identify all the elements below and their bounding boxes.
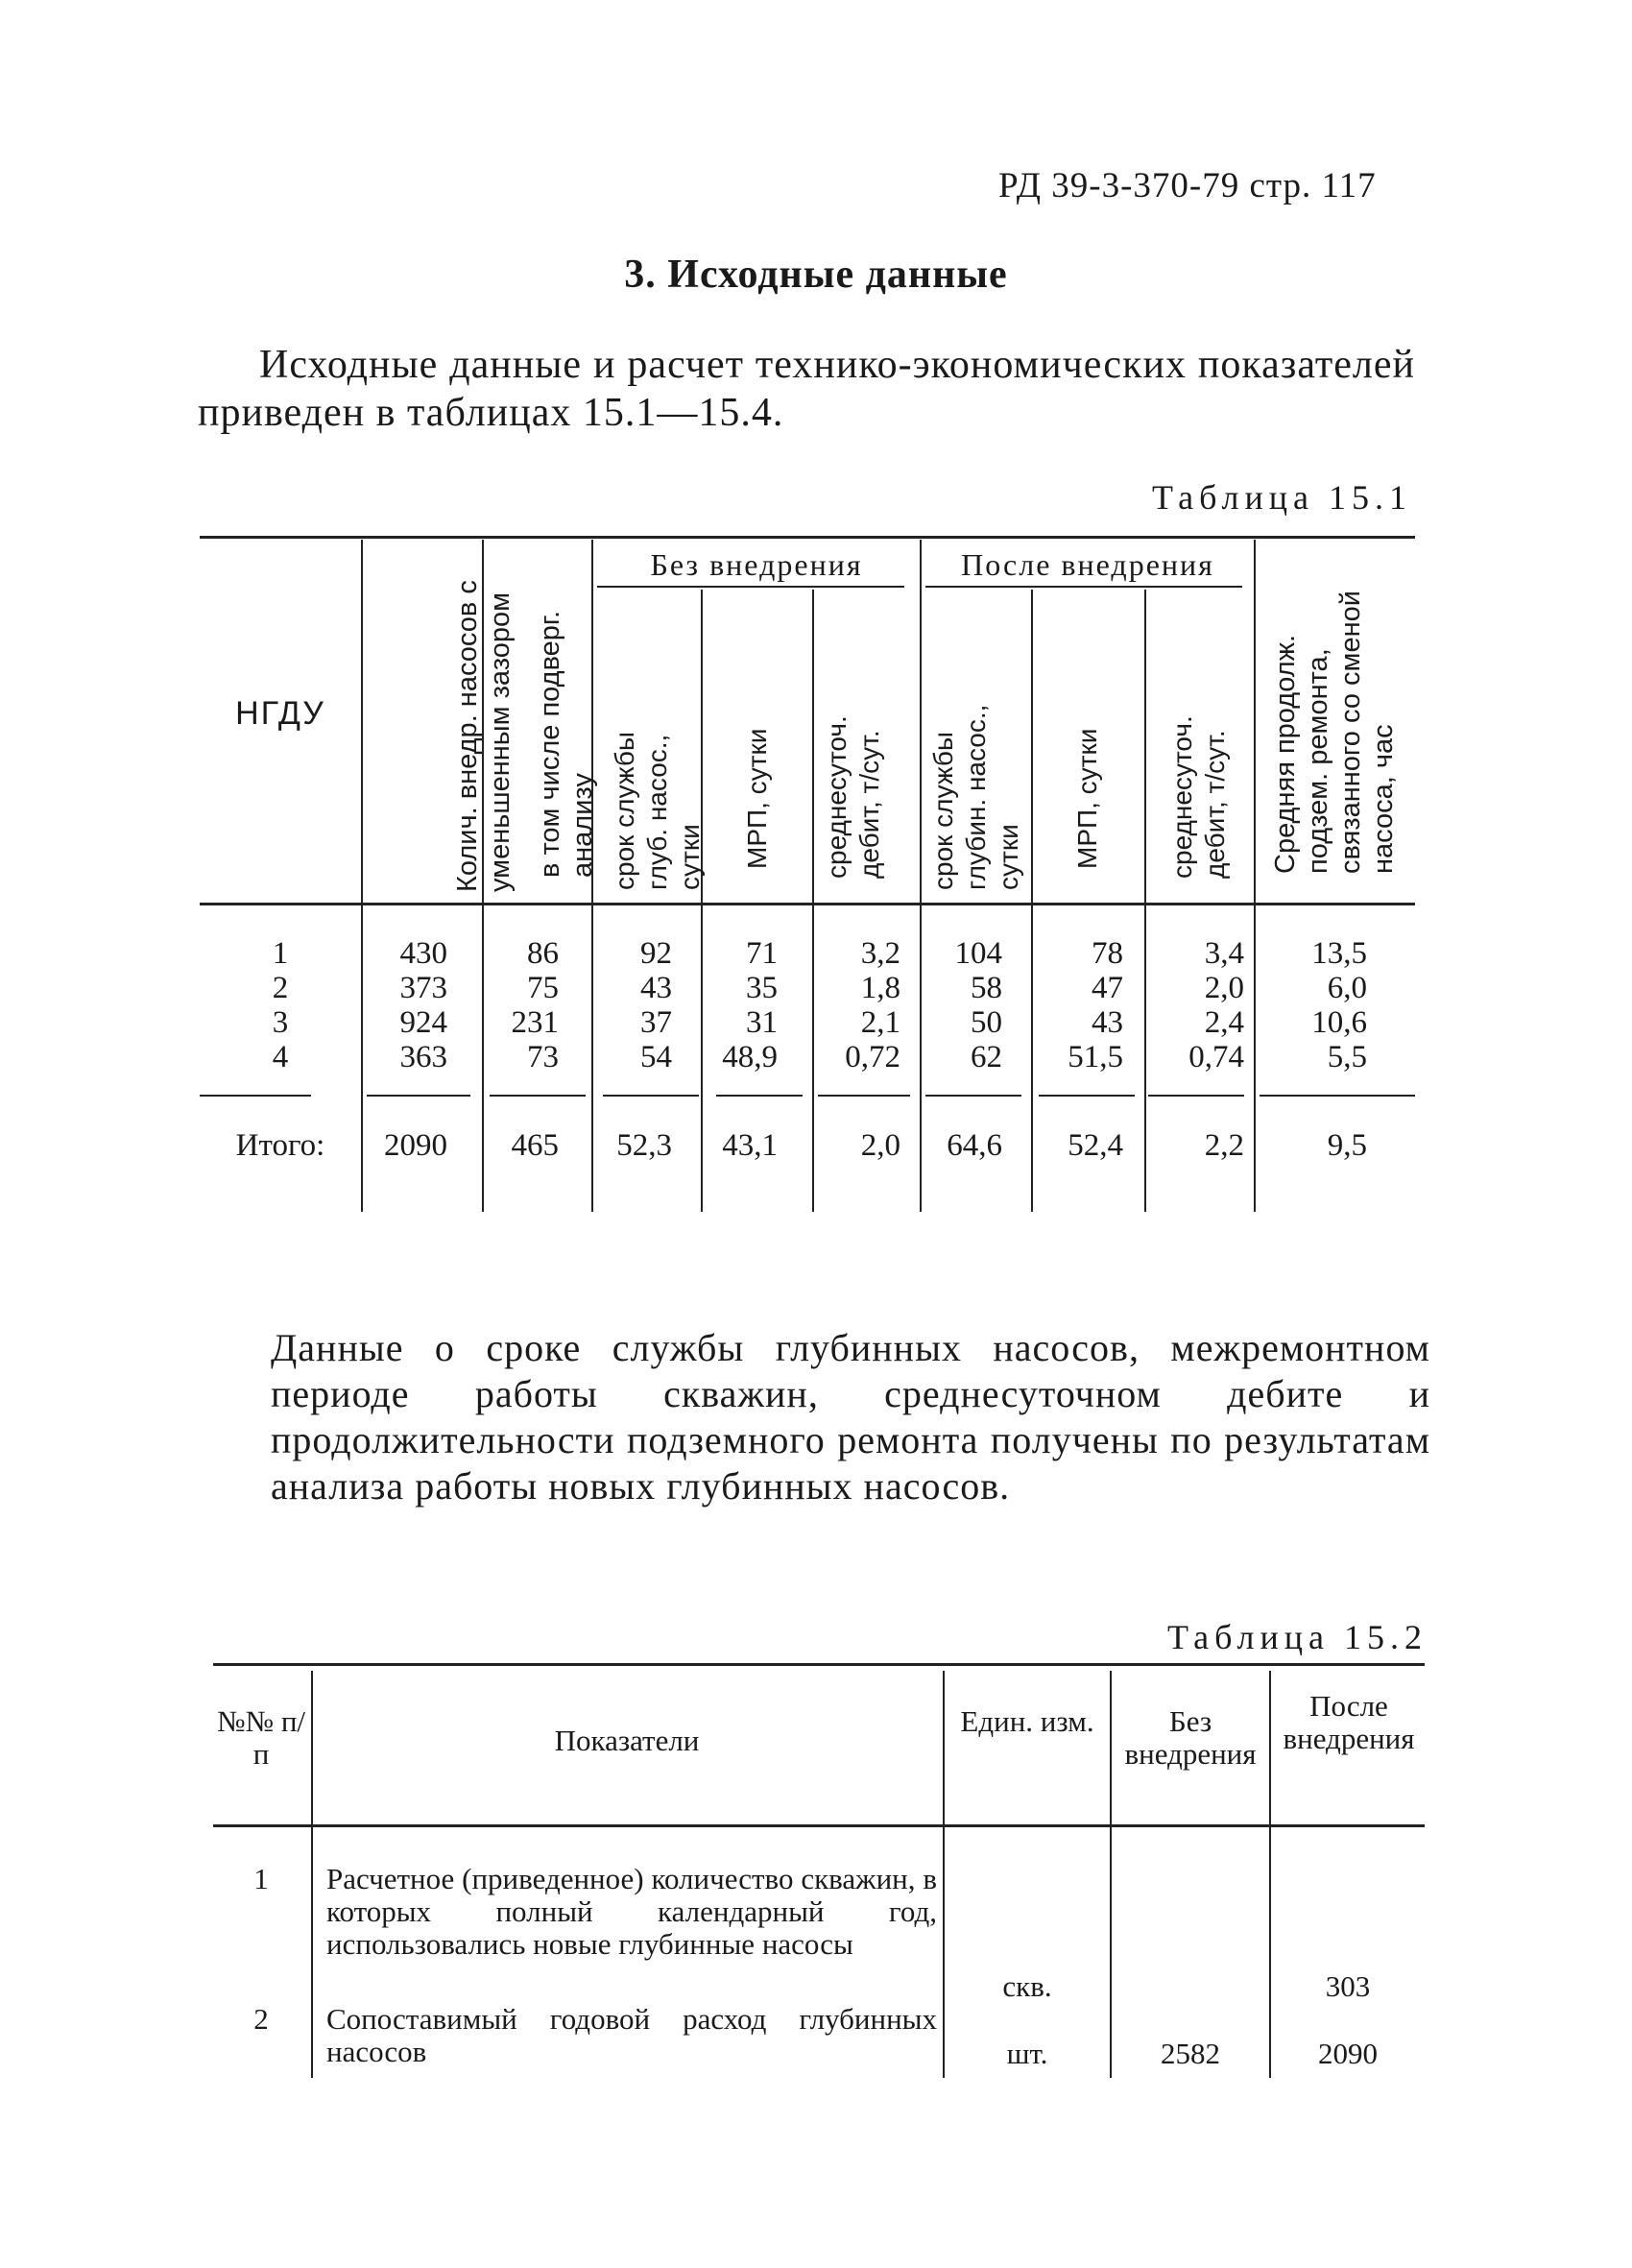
total-cell: 52,4 xyxy=(1068,1128,1123,1163)
row-label: 3 xyxy=(272,1005,289,1040)
table-cell: 6,0 xyxy=(1327,971,1367,1005)
table-cell: 104 xyxy=(954,936,1002,971)
header-repair: Средняя продолж. подзем. ремонта, связанного со сменой насоса, час xyxy=(1270,591,1399,874)
table-cell: 92 xyxy=(640,936,672,971)
table1-caption: Таблица 15.1 xyxy=(1152,478,1412,517)
t2-header-unit: Един. изм. xyxy=(960,1704,1094,1738)
header-ngdu: НГДУ xyxy=(235,695,325,732)
middle-paragraph xyxy=(271,1325,1430,1509)
total-cell: 52,3 xyxy=(616,1128,672,1163)
t2-row2-text: Сопоставимый годовой расход глубинных насосов xyxy=(326,2002,937,2068)
table-cell: 31 xyxy=(746,1005,778,1040)
header-life-after: срок службы глубин. насос., сутки xyxy=(928,704,1023,890)
table-cell: 2,4 xyxy=(1204,1005,1244,1040)
t2-row1-after: 303 xyxy=(1325,1969,1371,2003)
group-before: Без внедрения xyxy=(650,547,863,582)
total-cell: 9,5 xyxy=(1327,1128,1367,1163)
table-cell: 71 xyxy=(746,936,778,971)
table-cell: 5,5 xyxy=(1327,1040,1367,1074)
table-cell: 1,8 xyxy=(860,971,900,1005)
header-analyzed: в том числе подверг. анализу xyxy=(535,610,598,878)
table2-caption: Таблица 15.2 xyxy=(1167,1618,1428,1656)
table-cell: 363 xyxy=(399,1040,447,1074)
header-qty: Колич. внедр. насосов с уменьшенным зазором xyxy=(452,580,516,892)
header-mrp-before: МРП, сутки xyxy=(742,728,772,869)
table-cell: 58 xyxy=(971,971,1002,1005)
table-cell: 86 xyxy=(527,936,559,971)
table-cell: 10,6 xyxy=(1311,1005,1367,1040)
table-cell: 0,74 xyxy=(1188,1040,1244,1074)
header-debit-before: среднесуточ. дебит, т/сут. xyxy=(822,715,884,879)
table-cell: 47 xyxy=(1092,971,1123,1005)
total-cell: 43,1 xyxy=(722,1128,778,1163)
t2-row2-before: 2582 xyxy=(1161,2037,1220,2070)
intro-paragraph xyxy=(198,341,1415,437)
table-cell: 50 xyxy=(971,1005,1002,1040)
table-cell: 62 xyxy=(971,1040,1002,1074)
table-cell: 3,4 xyxy=(1204,936,1244,971)
table-cell: 73 xyxy=(527,1040,559,1074)
table-cell: 2,0 xyxy=(1204,971,1244,1005)
t2-header-after: После внедрения xyxy=(1283,1689,1415,1755)
total-cell: 2,0 xyxy=(860,1128,900,1163)
table-cell: 43 xyxy=(1092,1005,1123,1040)
total-label: Итого: xyxy=(235,1128,325,1163)
t2-row2-num: 2 xyxy=(253,2002,269,2036)
section-title: 3. Исходные данные xyxy=(624,253,1008,297)
table-cell: 13,5 xyxy=(1311,936,1367,971)
t2-row2-unit: шт. xyxy=(1006,2037,1048,2070)
table-cell: 373 xyxy=(399,971,447,1005)
t2-header-num: №№ п/п xyxy=(216,1704,306,1771)
table-cell: 54 xyxy=(640,1040,672,1074)
t2-row2-after: 2090 xyxy=(1318,2037,1378,2070)
row-label: 4 xyxy=(272,1040,289,1074)
table-cell: 37 xyxy=(640,1005,672,1040)
table-cell: 0,72 xyxy=(845,1040,900,1074)
table-cell: 3,2 xyxy=(860,936,900,971)
total-cell: 2090 xyxy=(384,1128,447,1163)
table-cell: 75 xyxy=(527,971,559,1005)
t2-row1-unit: скв. xyxy=(1002,1969,1052,2003)
intro-paragraph-text: Исходные данные и расчет технико-экономических показателей приведен в таблицах 15.1—15.4. xyxy=(198,343,1415,435)
table-cell: 51,5 xyxy=(1068,1040,1123,1074)
middle-paragraph-text: Данные о сроке службы глубинных насосов, межремонтном периоде работы скважин, среднесуточном дебите и продолжительности подземного ремонта получены по результатам анализа работы новых глубинных насосов. xyxy=(271,1326,1430,1508)
table-cell: 35 xyxy=(746,971,778,1005)
t2-row1-num: 1 xyxy=(253,1862,269,1895)
t2-header-before: Без внедрения xyxy=(1124,1704,1257,1771)
table-cell: 43 xyxy=(640,971,672,1005)
header-debit-after: среднесуточ. дебит, т/сут. xyxy=(1167,715,1230,879)
table-cell: 231 xyxy=(511,1005,559,1040)
table-cell: 430 xyxy=(399,936,447,971)
header-mrp-after: МРП, сутки xyxy=(1072,728,1102,869)
row-label: 2 xyxy=(272,971,289,1005)
running-head: РД 39-3-370-79 стр. 117 xyxy=(998,166,1377,205)
total-cell: 2,2 xyxy=(1204,1128,1244,1163)
total-cell: 465 xyxy=(511,1128,559,1163)
header-life-before: срок службы глуб. насос., сутки xyxy=(610,731,705,890)
group-after: После внедрения xyxy=(961,547,1214,582)
t2-header-indicator: Показатели xyxy=(554,1724,700,1757)
table-cell: 48,9 xyxy=(722,1040,778,1074)
table-cell: 924 xyxy=(399,1005,447,1040)
table-cell: 2,1 xyxy=(860,1005,900,1040)
t2-row1-text: Расчетное (приведенное) количество скважин, в которых полный календарный год, использовались новые глубинные насосы xyxy=(326,1862,937,1961)
table-cell: 78 xyxy=(1092,936,1123,971)
total-cell: 64,6 xyxy=(947,1128,1002,1163)
row-label: 1 xyxy=(272,936,289,971)
